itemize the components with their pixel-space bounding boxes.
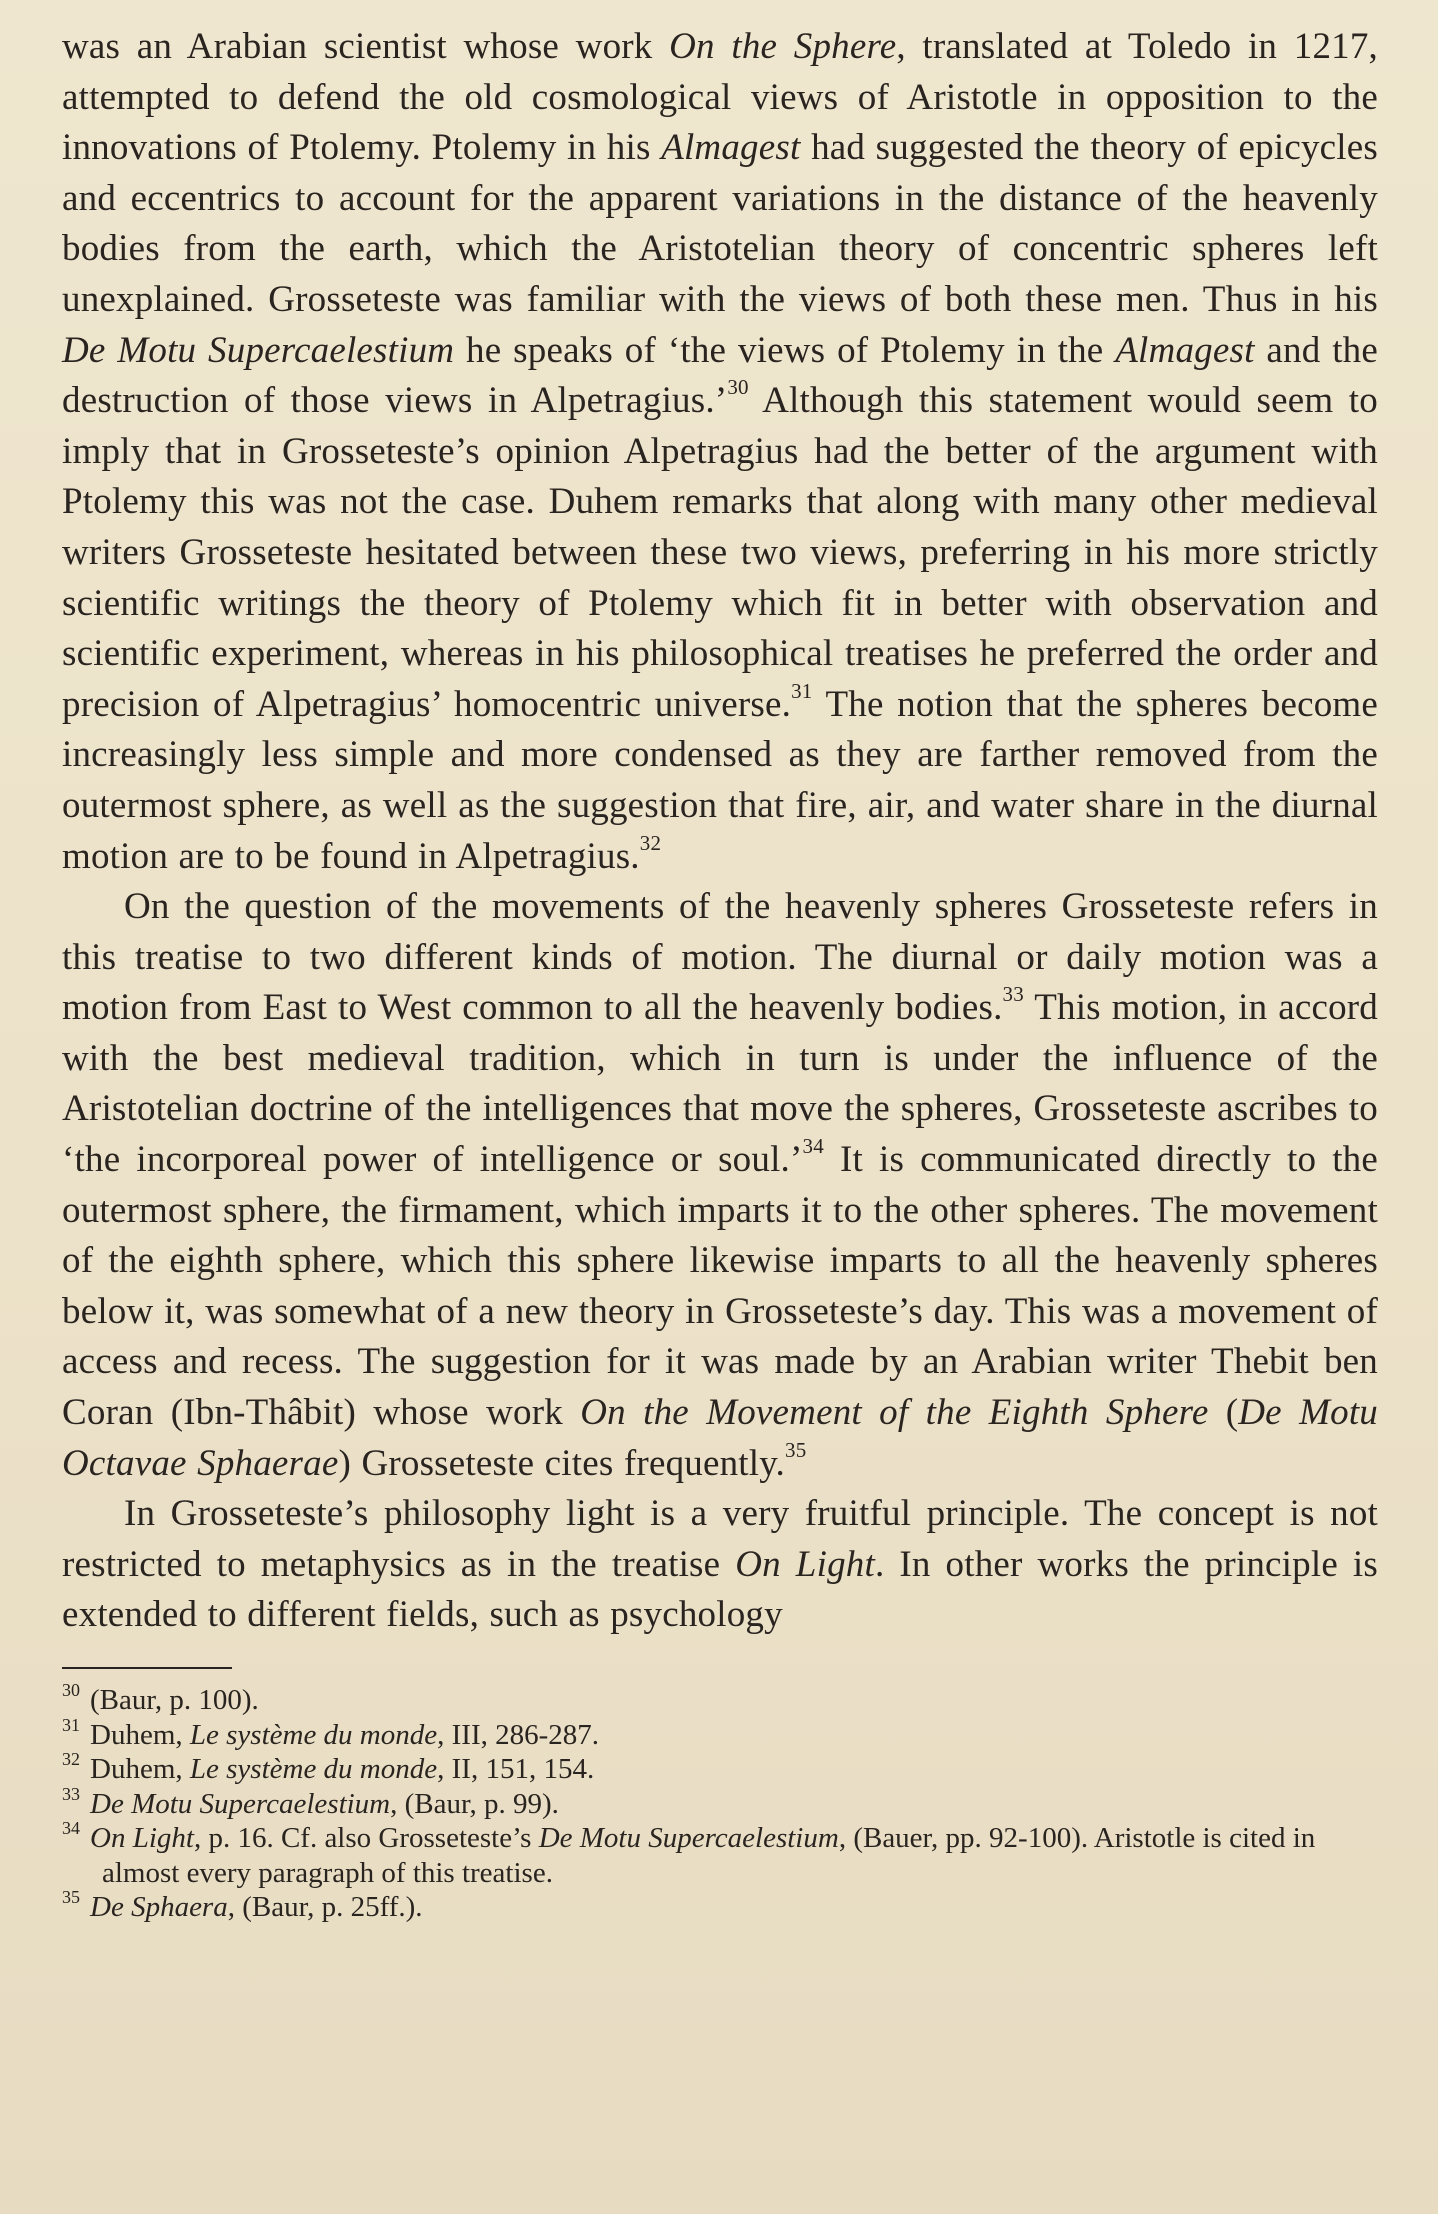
text-run: ) Grosseteste cites frequently. bbox=[338, 1442, 786, 1484]
footnote: $^{33}$ De Motu Supercaelestium, (Baur, p. 99). bbox=[62, 1783, 559, 1820]
footnote-rule bbox=[62, 1667, 232, 1669]
italic-title: Le système du monde bbox=[189, 1718, 438, 1751]
body-text bbox=[62, 22, 1378, 1641]
italic-title: De Sphaera bbox=[90, 1891, 228, 1923]
italic-title: On the Sphere bbox=[669, 26, 897, 67]
text-run: , (Bauer, pp. 92-100). Aristotle is cited in almost every paragraph of this treatise. bbox=[102, 1822, 1316, 1889]
text-run: This motion, in accord with the best medieval tradition, which in turn is under the influence of the Aristotelian doctrine of the intelligences that move the spheres, Grosseteste ascribes to ‘the incorporeal power of intelligence or soul.’ bbox=[62, 987, 1379, 1181]
text-run: (Baur, p. 100). bbox=[90, 1684, 259, 1716]
text-run: , p. 16. Cf. also Grosseteste’s bbox=[193, 1822, 539, 1854]
footnotes bbox=[62, 1680, 1378, 1925]
italic-title: On Light bbox=[90, 1822, 194, 1854]
footnote-reference: 34 bbox=[802, 1134, 824, 1159]
italic-title: Almagest bbox=[1115, 329, 1255, 371]
text-run: . In other works the principle is extended to different fields, such as psychology bbox=[62, 1543, 1378, 1636]
text-run: and the destruction of those views in Alpetragius.’ bbox=[62, 329, 1378, 422]
text-run: had suggested the theory of epicycles and eccentrics to account for the apparent variations in the distance of the heavenly bodies from the earth, which the Aristotelian theory of concentric spheres left unexplained. Grosseteste was familiar with the views of both these men. Thus in his bbox=[62, 127, 1378, 320]
text-run: ( bbox=[1208, 1392, 1239, 1434]
italic-title: On the Movement of the Eighth Sphere bbox=[580, 1392, 1209, 1434]
text-run: On the question of the movements of the heavenly spheres Grosseteste refers in this treatise to two different kinds of motion. The diurnal or daily motion was a motion from East to West common to all the heavenly bodies. bbox=[62, 886, 1378, 1029]
text-run: he speaks of ‘the views of Ptolemy in the bbox=[454, 329, 1116, 371]
footnote-reference: 33 bbox=[1002, 982, 1024, 1007]
text-run: was an Arabian scientist whose work bbox=[62, 26, 670, 67]
text-run: Duhem, bbox=[90, 1753, 190, 1785]
paragraph bbox=[62, 22, 1378, 882]
footnote: $^{30}$ (Baur, p. 100). bbox=[62, 1680, 259, 1716]
footnote: $^{32}$ Duhem, Le système du monde, II, 151, 154. bbox=[62, 1749, 595, 1785]
text-run: , II, 151, 154. bbox=[437, 1753, 595, 1785]
paragraph bbox=[62, 1489, 1378, 1641]
text-run: In Grosseteste’s philosophy light is a very fruitful principle. The concept is not restricted to metaphysics as in the treatise bbox=[62, 1493, 1378, 1585]
italic-title: De Motu Supercaelestium bbox=[90, 1787, 391, 1820]
text-run: , (Baur, p. 25ff.). bbox=[227, 1891, 423, 1923]
text-run: Although this statement would seem to imply that in Grosseteste’s opinion Alpetragius had the better of the argument with Ptolemy this was not the case. Duhem remarks that along with many other medieval writers Grosseteste hesitated between these two views, preferring in his more strictly scientific writings the theory of Ptolemy which fit in better with observation and scientific experiment, whereas in his philosophical treatises he preferred the order and precision of Alpetragius’ homocentric universe. bbox=[62, 380, 1378, 725]
paragraph bbox=[62, 882, 1378, 1489]
footnote: $^{34}$ On Light, p. 16. Cf. also Grosseteste’s De Motu Supercaelestium, (Bauer, pp. 92-100). Aristotle is cited in almost every paragraph of this treatise. bbox=[62, 1818, 1316, 1889]
italic-title: De Motu Supercaelestium bbox=[62, 329, 455, 371]
text-run: Duhem, bbox=[90, 1718, 190, 1751]
footnote-reference: 32 bbox=[639, 830, 662, 855]
footnote-reference: 31 bbox=[791, 678, 813, 703]
text-run: , (Baur, p. 99). bbox=[390, 1787, 559, 1820]
italic-title: De Motu Supercaelestium bbox=[538, 1822, 839, 1854]
footnote-reference: 30 bbox=[727, 375, 749, 400]
italic-title: Almagest bbox=[661, 127, 801, 169]
italic-title: De Motu Octavae Sphaerae bbox=[62, 1392, 1378, 1484]
italic-title: Le système du monde bbox=[189, 1753, 438, 1785]
text-run: , III, 286-287. bbox=[437, 1718, 600, 1751]
text-run: , translated at Toledo in 1217, attempted to defend the old cosmological views of Aristotle in opposition to the innovations of Ptolemy. Ptolemy in his bbox=[62, 26, 1378, 169]
footnote-reference: 35 bbox=[785, 1437, 807, 1462]
italic-title: On Light bbox=[735, 1543, 875, 1585]
footnote: $^{35}$ De Sphaera, (Baur, p. 25ff.). bbox=[62, 1887, 423, 1923]
footnote: $^{31}$ Duhem, Le système du monde, III, 286-287. bbox=[62, 1714, 600, 1751]
text-run: It is communicated directly to the outermost sphere, the firmament, which imparts it to the other spheres. The movement of the eighth sphere, which this sphere likewise imparts to all the heavenly spheres below it, was somewhat of a new theory in Grosseteste’s day. This was a movement of access and recess. The suggestion for it was made by an Arabian writer Thebit ben Coran (Ibn-Thâbit) whose work bbox=[62, 1139, 1378, 1434]
text-run: The notion that the spheres become increasingly less simple and more condensed as they are farther removed from the outermost sphere, as well as the suggestion that fire, air, and water share in the diurnal motion are to be found in Alpetragius. bbox=[62, 683, 1378, 877]
